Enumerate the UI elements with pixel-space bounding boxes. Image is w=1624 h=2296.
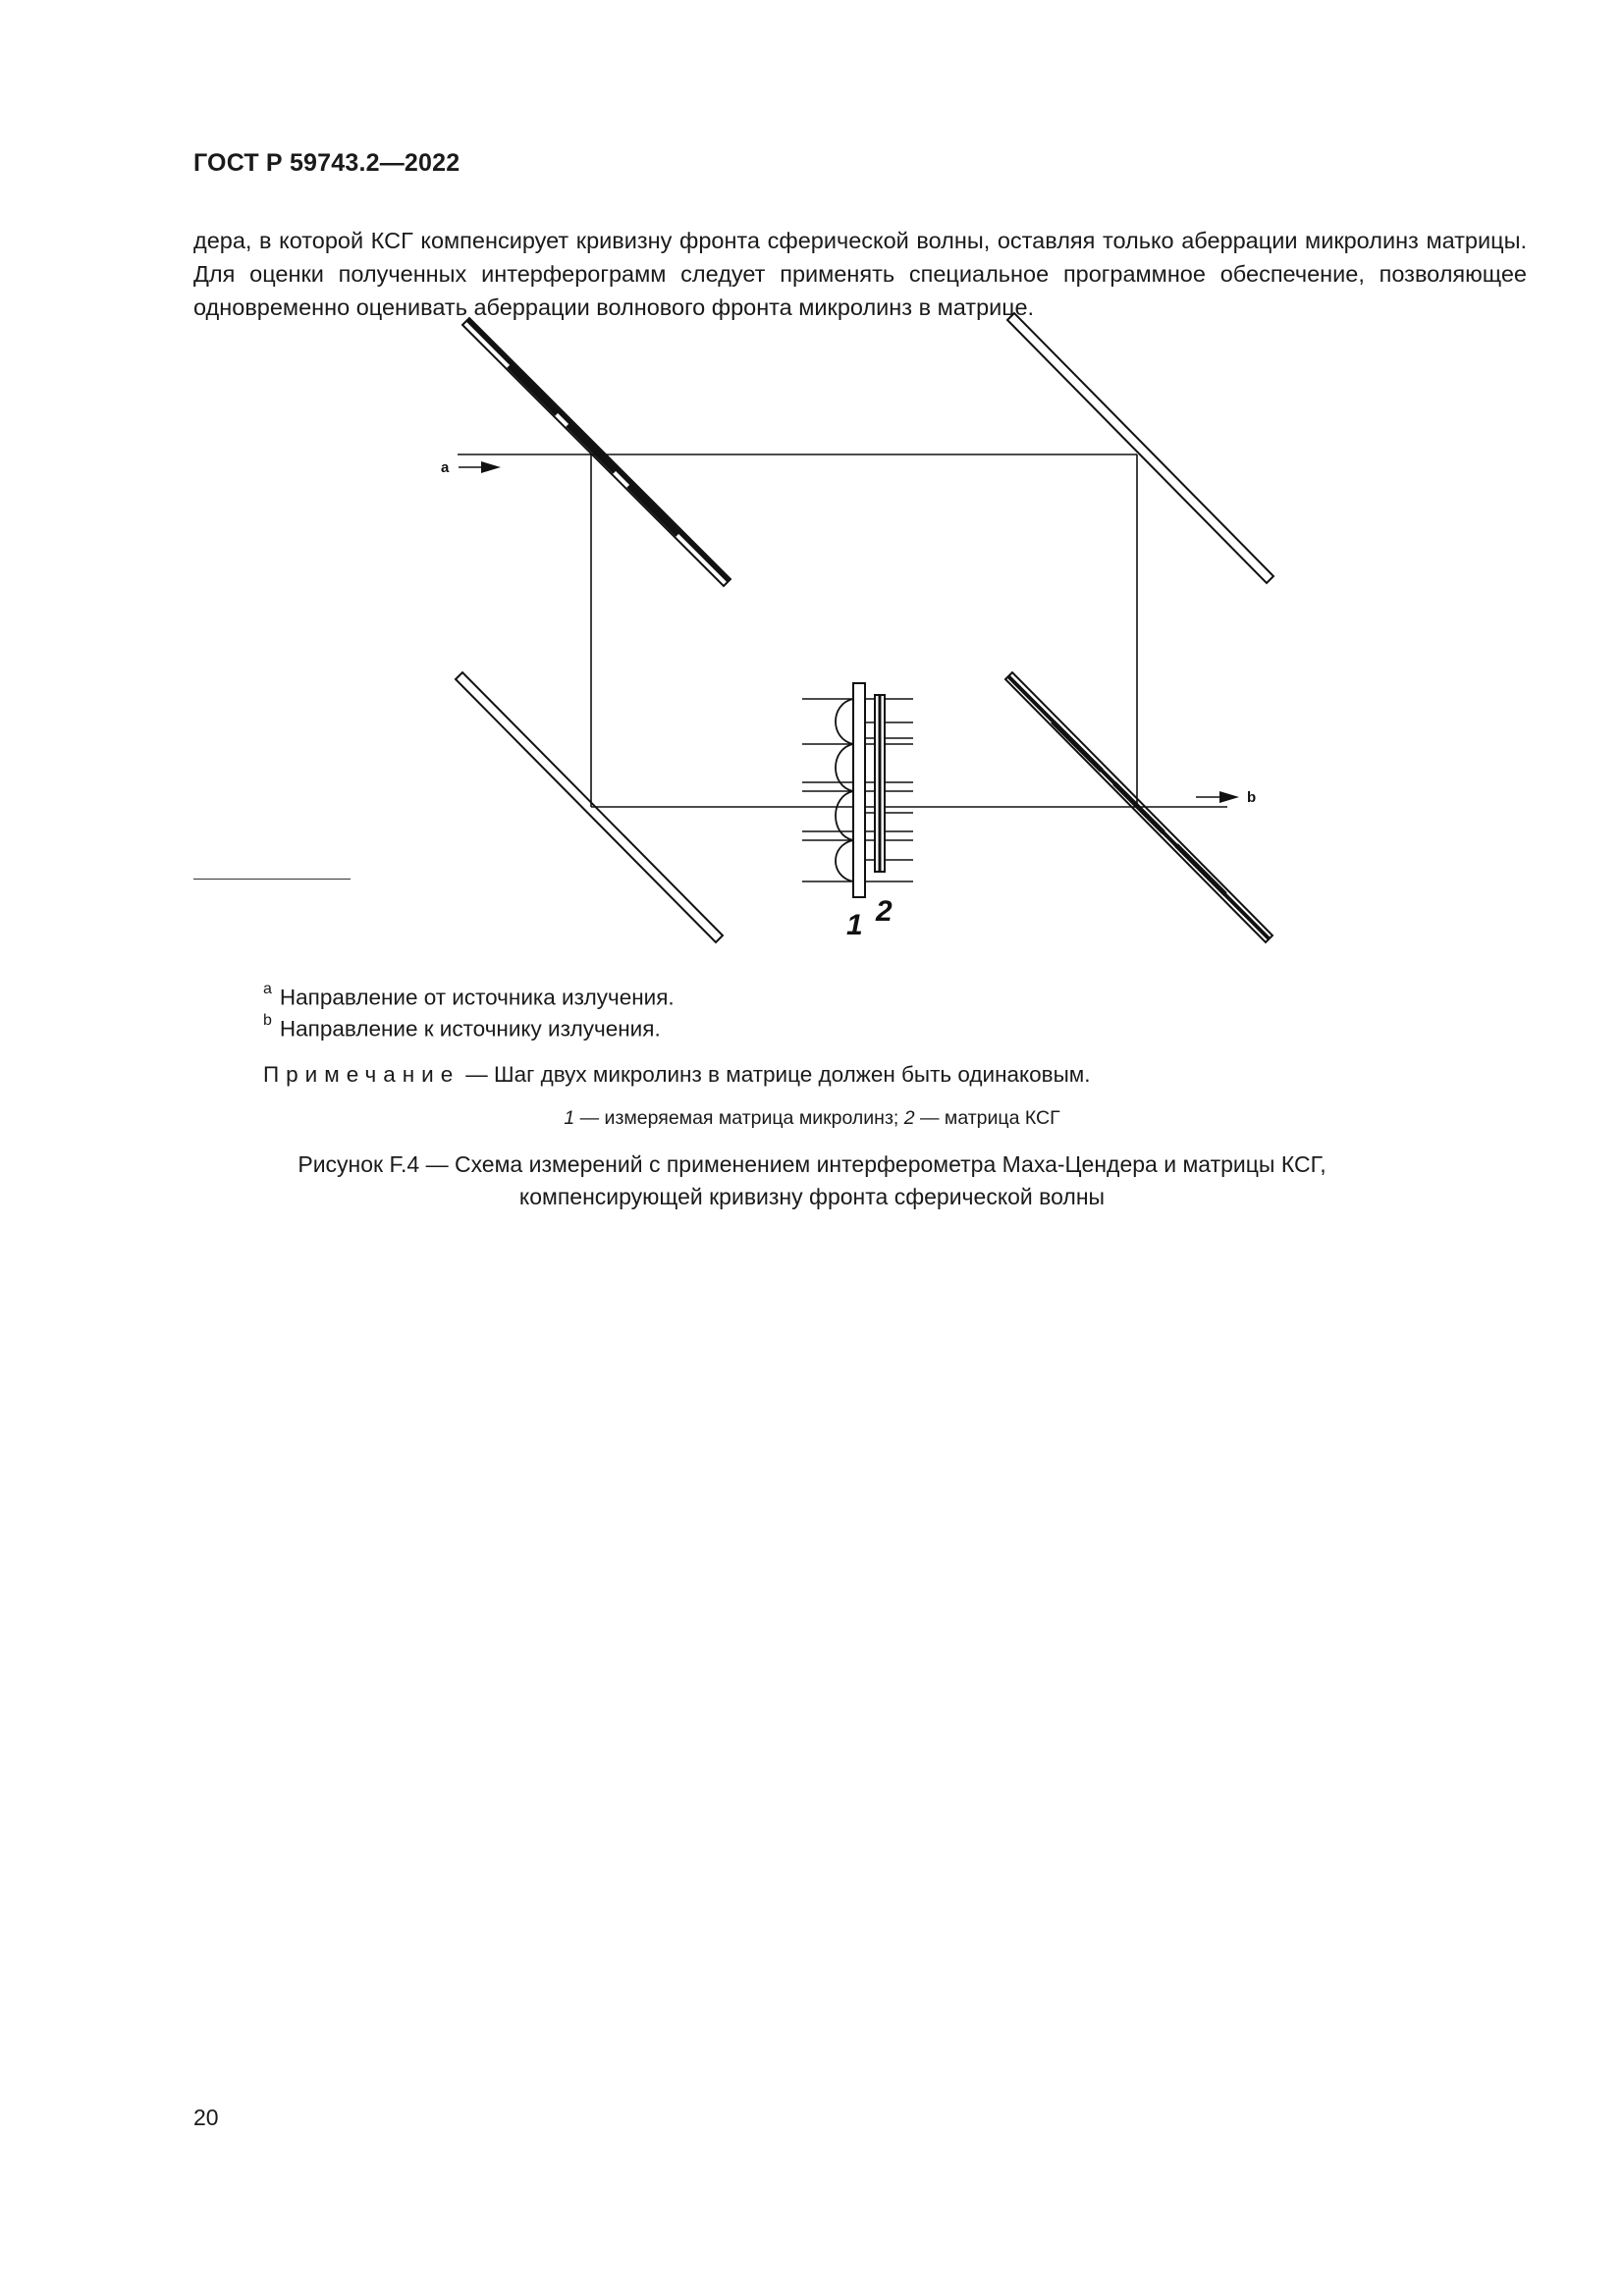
footnote-mark-b: b [263,1012,272,1029]
input-arrow-a [441,459,501,476]
legend-item-2-number: 2 [903,1107,915,1129]
array-1 [853,683,865,897]
caption-line-1: Рисунок F.4 — Схема измерений с применением интерферометра Маха-Цендера и матрицы КСГ, [298,1151,1326,1177]
beam-path [458,454,1227,807]
label-2: 2 [876,895,893,928]
legend-item-1-text: — измеряемая матрица микролинз; [574,1107,904,1129]
note [263,1062,1090,1088]
label-a: a [441,459,450,476]
footnote-a [263,981,675,1011]
microlens-arrays [802,683,913,941]
mirror-top-right [1007,313,1273,583]
footnote-mark-a: a [263,981,272,997]
page-number: 20 [193,2105,219,2130]
document-number-header: ГОСТ Р 59743.2—2022 [193,149,460,177]
footnote-b [263,1012,661,1042]
note-text: — Шаг двух микролинз в матрице должен быть одинаковым. [465,1062,1091,1087]
figure-caption [0,1148,1624,1213]
footnote-text-a: Направление от источника излучения. [279,985,675,1010]
legend-item-1-number: 1 [564,1107,575,1129]
footnote-separator [193,879,351,880]
label-b: b [1247,789,1257,806]
mirror-top-left [462,318,731,586]
caption-line-2: компенсирующей кривизну фронта сферической волны [518,1184,1106,1209]
label-1: 1 [846,909,863,941]
footnote-text-b: Направление к источнику излучения. [279,1016,661,1041]
legend-item-2-text: — матрица КСГ [914,1107,1060,1129]
note-label: Примечание [263,1062,460,1087]
body-paragraph: дера, в которой КСГ компенсирует кривизну фронта сферической волны, оставляя только аберрации микролинз матрицы. Для оценки полученных интерферограмм следует применять специальное программное обеспечение, позволяющее одновременно оценивать аберрации волнового фронта микролинз в матрице. [193,228,1527,320]
figure-legend [0,1107,1624,1130]
output-arrow-b [1196,789,1256,806]
